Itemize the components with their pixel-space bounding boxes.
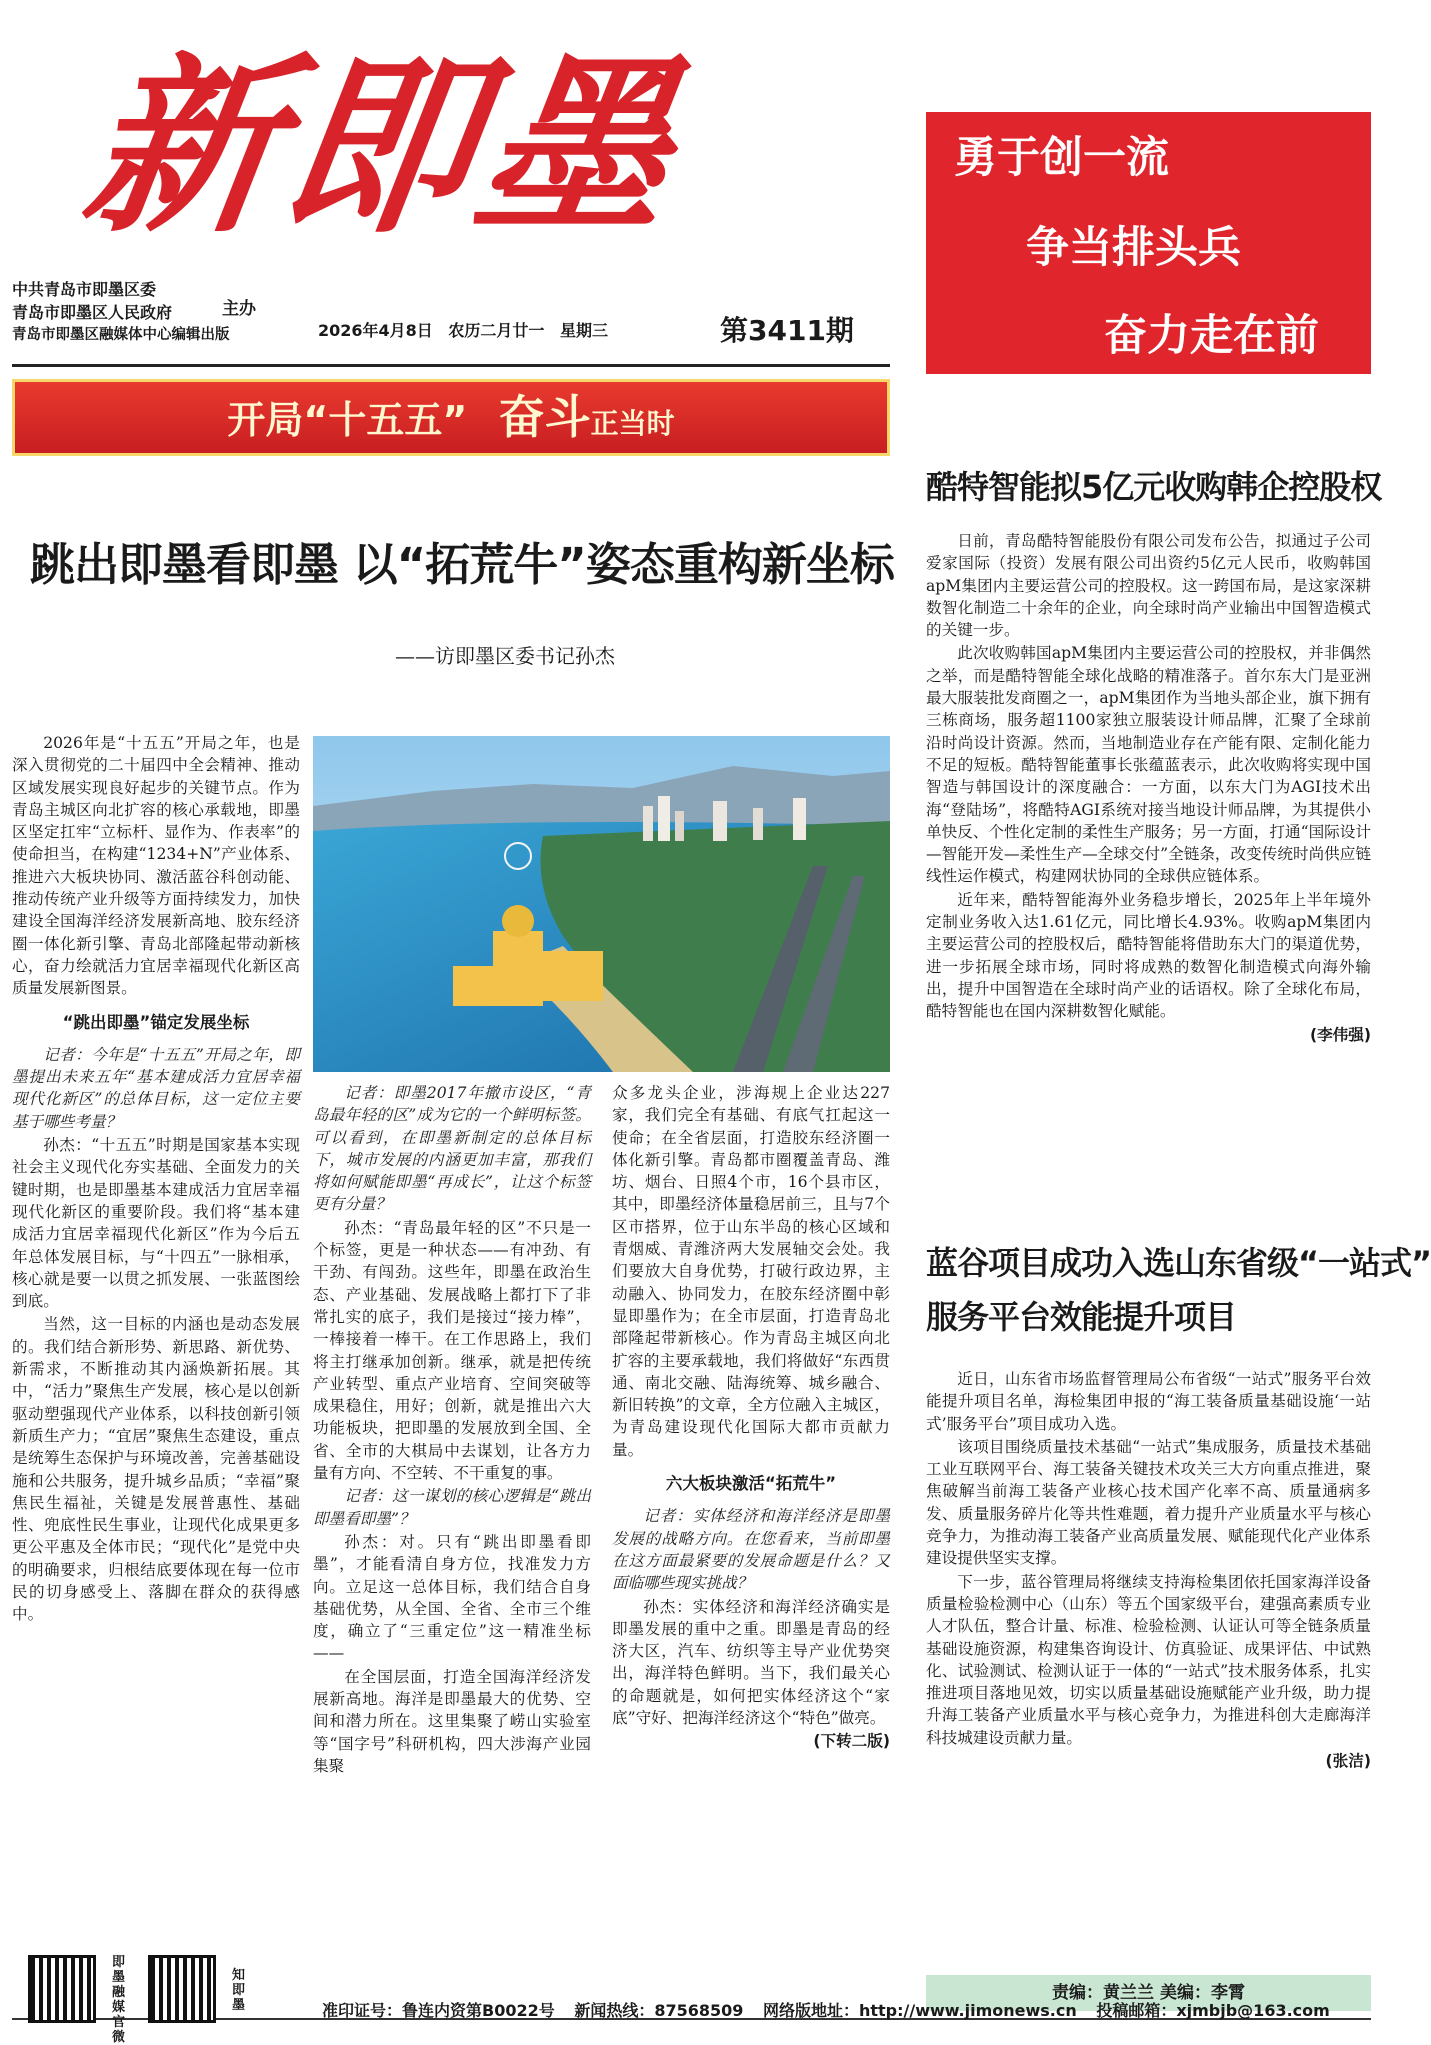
issue-date: 2026年4月8日 xyxy=(318,321,433,340)
email-link[interactable]: 投稿邮箱：xjmbjb@163.com xyxy=(1096,2001,1330,2020)
article3-title-line2: 服务平台效能提升项目 xyxy=(926,1298,1237,1336)
section-heading: “跳出即墨”锚定发展坐标 xyxy=(62,1012,250,1032)
lead-column-1-body xyxy=(12,732,300,1626)
editor-credit-bar: 责编：黄兰兰 美编：李霄 xyxy=(926,1975,1371,2011)
article3-title-line1: 蓝谷项目成功入选山东省级“一站式” xyxy=(926,1244,1431,1282)
interview-question: 记者：实体经济和海洋经济是即墨发展的战略方向。在您看来，当前即墨在这方面最紧要的发展命题是什么？又面临哪些现实挑战？ xyxy=(612,1507,890,1593)
slogan-line1: 勇于创一流 xyxy=(954,133,1169,183)
article3-body xyxy=(926,1368,1371,1968)
lead-column-2 xyxy=(313,1082,591,1968)
author-byline: (张洁) xyxy=(1325,1752,1371,1771)
body-paragraph: 孙杰：“十五五”时期是国家基本实现社会主义现代化夯实基础、全面发力的关键时期，也是即墨基本建成活力宜居幸福现代化新区的重要阶段。我们将“基本建成活力宜居幸福现代化新区”作为今后五年总体发展目标，与“十四五”一脉相承，核心就是要一以贯之抓发展、一张蓝图绘到底。 xyxy=(12,1136,300,1311)
qr1-label: 即墨融媒官微 xyxy=(112,1955,126,2045)
sponsor-line1: 中共青岛市即墨区委 xyxy=(12,280,157,299)
body-paragraph: 2026年是“十五五”开局之年，也是深入贯彻党的二十届四中全会精神、推动区域发展实现良好起步的关键节点。作为青岛主城区向北扩容的核心承载地，即墨区坚定扛牢“立标杆、显作为、作表率”的使命担当，在构建“1234+N”产业体系、推进六大板块协同、激活蓝谷科创动能、推动传统产业升级等方面持续发力，加快建设全国海洋经济发展新高地、胶东经济圈一体化新引擎、青岛北部隆起带动新核心，奋力绘就活力宜居幸福现代化新区高质量发展新图景。 xyxy=(12,734,300,998)
footer-info xyxy=(322,1998,1330,2021)
body-paragraph: 当然，这一目标的内涵也是动态发展的。我们结合新形势、新思路、新优势、新需求，不断推动其内涵焕新拓展。其中，“活力”聚焦生产发展，核心是以创新驱动塑强现代产业体系，以科技创新引领新质生产力；“宜居”聚焦生态建设，重点是统筹生态保护与环境改善，完善基础设施和公共服务，提升城乡品质；“幸福”聚焦民生福祉，关键是发展普惠性、基础性、兜底性民生事业，让现代化成果更多更公平惠及全体市民；“现代化”是党中央的明确要求，归根结底要体现在每一位市民的切身感受上、落脚在群众的获得感中。 xyxy=(12,1315,300,1624)
article2-body xyxy=(926,530,1371,1230)
sponsor-block xyxy=(12,278,230,347)
lead-column-2-body xyxy=(313,1082,591,1777)
weekday: 星期三 xyxy=(559,321,608,340)
lead-headline: 跳出即墨看即墨 以“拓荒牛”姿态重构新坐标 xyxy=(30,538,894,591)
lead-column-1 xyxy=(12,732,300,1968)
interview-question: 记者：今年是“十五五”开局之年，即墨提出未来五年“基本建成活力宜居幸福现代化新区”的总体目标，这一定位主要基于哪些考量？ xyxy=(12,1045,300,1131)
article2-paragraphs xyxy=(926,530,1371,1046)
body-paragraph: 孙杰：实体经济和海洋经济确实是即墨发展的重中之重。即墨是青岛的经济大区，汽车、纺织等主导产业优势突出，海洋特色鲜明。当下，我们最关心的命题就是，如何把实体经济这个“家底”守好、把海洋经济这个“特色”做亮。 xyxy=(612,1597,890,1728)
sponsor-role: 主办 xyxy=(222,299,256,319)
body-paragraph: 在全国层面，打造全国海洋经济发展新高地。海洋是即墨最大的优势、空间和潜力所在。这里集聚了崂山实验室等“国字号”科研机构，四大涉海产业园集聚 xyxy=(313,1667,591,1775)
header-rule xyxy=(12,364,890,367)
dateline xyxy=(318,318,608,341)
slogan-line2: 争当排头兵 xyxy=(1026,223,1241,273)
body-paragraph: 近日，山东省市场监督管理局公布省级“一站式”服务平台效能提升项目名单，海检集团申报的“海工装备质量基础设施‘一站式’服务平台”项目成功入选。 xyxy=(926,1370,1371,1433)
interview-question: 记者：即墨2017年撤市设区，“青岛最年轻的区”成为它的一个鲜明标签。可以看到，在即墨新制定的总体目标下，城市发展的内涵更加丰富，那我们将如何赋能即墨“再成长”，让这个标签更有分量？ xyxy=(313,1084,591,1214)
slogan-box xyxy=(926,112,1371,374)
campaign-banner xyxy=(12,379,890,456)
slogan-line3: 奋力走在前 xyxy=(1104,311,1319,361)
body-paragraph: 此次收购韩国apM集团内主要运营公司的控股权，并非偶然之举，而是酷特智能全球化战略的精准落子。首尔东大门是亚洲最大服装批发商圈之一，apM集团作为当地头部企业，旗下拥有三栋商场，服务超1100家独立服装设计师品牌，汇聚了全球前沿时尚设计资源。然而，当地制造业存在产能有限、定制化能力不足的短板。酷特智能董事长张蕴蓝表示，此次收购将实现中国智造与韩国设计的深度融合：一方面，以东大门为AGI技术出海“登陆场”，将酷特AGI系统对接当地设计师品牌，为其提供小单快反、个性化定制的柔性生产服务；另一方面，打通“国际设计—智能开发—柔性生产—全球交付”全链条，改变传统时尚供应链线性运作模式，构建网状协同的全球供应链体系。 xyxy=(926,644,1371,886)
qr-code-icon xyxy=(148,1955,216,2023)
body-paragraph: 众多龙头企业，涉海规上企业达227家，我们完全有基础、有底气扛起这一使命；在全省层面，打造胶东经济圈一体化新引擎。青岛都市圈覆盖青岛、潍坊、烟台、日照4个市，16个县市区，其中，即墨经济体量稳居前三，且与7个区市搭界，位于山东半岛的核心区域和青烟威、青潍济两大发展轴交会处。我们要放大自身优势，打破行政边界，主动融入、协同发力，在胶东经济圈中彰显即墨作为；在全市层面，打造青岛北部隆起带新核心。作为青岛主城区向北扩容的主要承载地，我们将做好“东西贯通、南北交融、陆海统筹、城乡融合、新旧转换”的文章，全方位融入主城区，为青岛建设现代化国际大都市贡献力量。 xyxy=(612,1084,890,1459)
continuation-note: (下转二版) xyxy=(813,1732,890,1751)
body-paragraph: 下一步，蓝谷管理局将继续支持海检集团依托国家海洋设备质量检验检测中心（山东）等五个国家级平台，建强高素质专业人才队伍，整合计量、标准、检验检测、认证认可等全链条质量基础设施资源，构建集咨询设计、仿真验证、成果评估、中试熟化、试验测试、检测认证于一体的“一站式”技术服务体系，扎实推进项目落地见效，切实以质量基础设施赋能产业升级，助力提升海工装备产业质量水平与核心竞争力，为推进科创大走廊海洋科技城建设贡献力量。 xyxy=(926,1572,1371,1747)
article3-paragraphs xyxy=(926,1368,1371,1772)
lead-column-3 xyxy=(612,1082,890,1968)
sponsor-line2: 青岛市即墨区人民政府 xyxy=(12,303,173,322)
lead-subhead: ——访即墨区委书记孙杰 xyxy=(395,644,615,668)
body-paragraph: 孙杰：对。只有“跳出即墨看即墨”，才能看清自身方位，找准发力方向。立足这一总体目标，我们结合自身基础优势，从全国、全省、全市三个维度，确立了“三重定位”这一精准坐标—— xyxy=(313,1532,591,1663)
sponsor-line3: 青岛市即墨区融媒体中心编辑出版 xyxy=(12,327,230,343)
banner-part1: 开局“十五五” xyxy=(227,398,468,442)
interview-question: 记者：这一谋划的核心逻辑是“跳出即墨看即墨”？ xyxy=(313,1487,591,1528)
banner-part2: 奋斗 xyxy=(498,390,591,444)
article2-title: 酷特智能拟5亿元收购韩企控股权 xyxy=(926,468,1382,506)
coastal-city-photo xyxy=(313,736,890,1072)
qr2-label: 知即墨 xyxy=(232,1968,246,2013)
lead-column-3-body xyxy=(612,1082,890,1753)
news-hotline: 新闻热线：87568509 xyxy=(574,2001,744,2020)
body-paragraph: 该项目围绕质量技术基础“一站式”集成服务，质量技术基础工业互联网平台、海工装备关键技术攻关三大方向重点推进，聚焦破解当前海工装备产业核心技术国产化率不高、质量通病多发、质量服务碎片化等共性难题，着力提升产业质量水平与核心竞争力，为推动海工装备产业高质量发展、赋能现代化产业体系建设提供坚实支撑。 xyxy=(926,1437,1371,1568)
issue-number: 第3411期 xyxy=(720,314,854,347)
section-heading: 六大板块激活“拓荒牛” xyxy=(665,1474,837,1494)
body-paragraph: 孙杰：“青岛最年轻的区”不只是一个标签，更是一种状态——有冲劲、有干劲、有闯劲。这些年，即墨在政治生态、产业基础、发展战略上都打下了非常扎实的底子，我们是接过“接力棒”，一棒接着一棒干。在工作思路上，我们将主打继承加创新。继承，就是把传统产业转型、重点产业培育、空间突破等成果稳住，用好；创新，就是推出六大功能板块，把即墨的发展放到全国、全省、全市的大棋局中去谋划，让各方力量有方向、不空转、不干重复的事。 xyxy=(313,1218,591,1483)
body-paragraph: 近年来，酷特智能海外业务稳步增长，2025年上半年境外定制业务收入达1.61亿元，同比增长4.93%。收购apM集团内主要运营公司的控股权后，酷特智能将借助东大门的渠道优势，进一步拓展全球市场，同时将成熟的数智化制造模式向海外输出，提升中国智造在全球时尚产业的话语权。除了全球化布局，酷特智能也在国内深耕数智化赋能。 xyxy=(926,890,1371,1021)
author-byline: (李伟强) xyxy=(1309,1025,1371,1044)
banner-part3: 正当时 xyxy=(590,407,675,440)
qr-code-icon xyxy=(28,1955,96,2023)
aerial-view-image xyxy=(313,736,890,1072)
body-paragraph: 日前，青岛酷特智能股份有限公司发布公告，拟通过子公司爱家国际（投资）发展有限公司出资约5亿元人民币，收购韩国apM集团内主要运营公司的控股权。这一跨国布局，是这家深耕数智化制造二十余年的企业，向全球时尚产业输出中国智造模式的关键一步。 xyxy=(926,532,1371,640)
website-link[interactable]: 网络版地址：http://www.jimonews.cn xyxy=(762,2001,1077,2020)
masthead-logo: 新即墨 xyxy=(72,35,692,258)
lunar-date: 农历二月廿一 xyxy=(448,321,545,340)
license-number: 准印证号：鲁连内资第B0022号 xyxy=(322,2001,555,2020)
